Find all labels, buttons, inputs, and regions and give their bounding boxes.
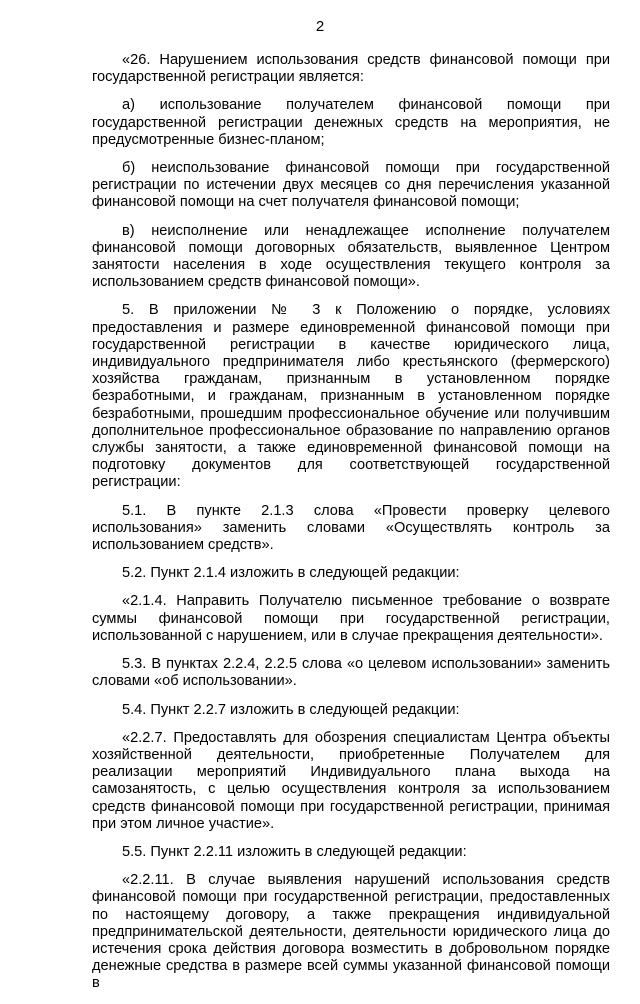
paragraph-5-4: 5.4. Пункт 2.2.7 изложить в следующей редакции: [122, 701, 460, 718]
paragraph-2-2-7: «2.2.7. Предоставлять для обозрения специалистам Центра объекты хозяйственной деятельности, приобретенные Получателем для реализации мероприятий Индивидуального плана выхода на самозанятость, с целью осуществления контроля за использованием средств финансовой помощи при государственной регистрации, принимая при этом личное участие». [92, 729, 610, 832]
paragraph-clause-26: «26. Нарушением использования средств финансовой помощи при государственной регистрации является: [92, 52, 610, 86]
paragraph-item-b: б) неиспользование финансовой помощи при государственной регистрации по истечении двух месяцев со дня перечисления указанной финансовой помощи на счет получателя финансовой помощи; [92, 160, 610, 211]
paragraph-item-a: а) использование получателем финансовой помощи при государственной регистрации денежных средств на мероприятия, не предусмотренные бизнес-планом; [92, 97, 610, 148]
paragraph-2-1-4: «2.1.4. Направить Получателю письменное требование о возврате суммы финансовой помощи при государственной регистрации, использованной с нарушением, или в случае прекращения деятельности». [92, 593, 610, 644]
paragraph-2-2-11: «2.2.11. В случае выявления нарушений использования средств финансовой помощи при государственной регистрации, предоставленных по настоящему договору, а также прекращения индивидуальной предпринимательской деятельности, деятельности юридического лица до истечения срока действия договора возместить в добровольном порядке денежные средства в размере всей суммы указанной финансовой помощи в [92, 872, 610, 992]
document-body [92, 52, 610, 1004]
page-number: 2 [315, 18, 325, 35]
paragraph-section-5: 5. В приложении № 3 к Положению о порядке, условиях предоставления и размере единовременной финансовой помощи при государственной регистрации в качестве юридического лица, индивидуального предпринимателя либо крестьянского (фермерского) хозяйства гражданам, признанным в установленном порядке безработными, и гражданам, признанным в установленном порядке безработными, прошедшим профессиональное обучение или получившим дополнительное профессиональное образование по направлению органов службы занятости, а также единовременной финансовой помощи на подготовку документов для соответствующей государственной регистрации: [92, 302, 610, 491]
paragraph-5-5: 5.5. Пункт 2.2.11 изложить в следующей редакции: [122, 843, 467, 860]
paragraph-5-1: 5.1. В пункте 2.1.3 слова «Провести проверку целевого использования» заменить словами «Осуществлять контроль за использованием средств». [92, 502, 610, 554]
paragraph-item-v: в) неисполнение или ненадлежащее исполнение получателем финансовой помощи договорных обязательств, выявленное Центром занятости населения в ходе осуществления текущего контроля за использованием средств финансовой помощи». [92, 222, 610, 291]
paragraph-5-2: 5.2. Пункт 2.1.4 изложить в следующей редакции: [122, 565, 460, 582]
paragraph-5-3: 5.3. В пунктах 2.2.4, 2.2.5 слова «о целевом использовании» заменить словами «об использовании». [92, 656, 610, 690]
